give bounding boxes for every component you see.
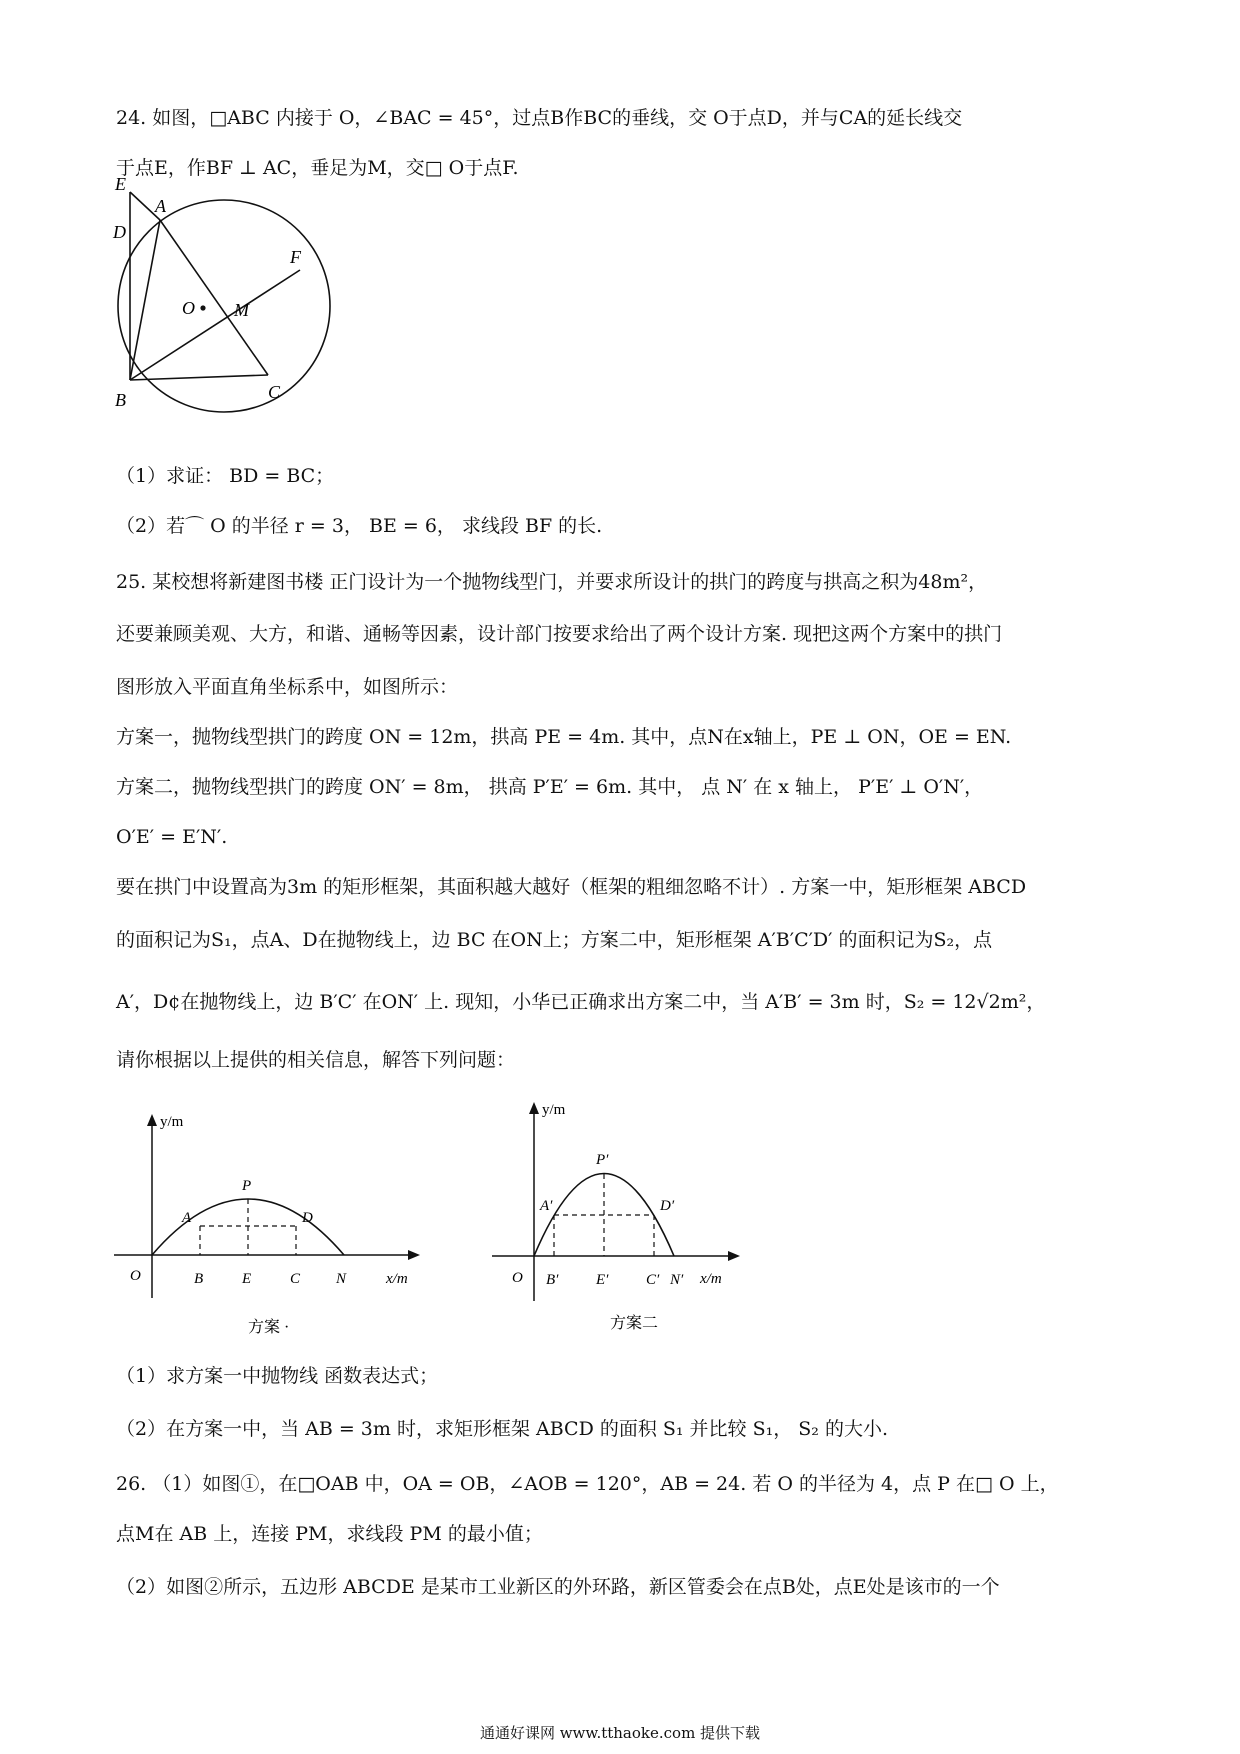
label-a: A (182, 1210, 192, 1226)
y-axis-arrow (147, 1114, 157, 1126)
q25-sub-2: （2）在方案一中，当 AB = 3m 时，求矩形框架 ABCD 的面积 S₁ 并比较 S₁， S₂ 的大小. (116, 1418, 888, 1440)
label-b: B′ (546, 1272, 559, 1288)
circle-o (118, 200, 330, 412)
segment-ab (130, 220, 160, 380)
label-n: N (336, 1271, 347, 1287)
q25-line-8: 的面积记为S₁，点A、D在抛物线上，边 BC 在ON上；方案二中，矩形框架 A′B′C′D′ 的面积记为S₂，点 (116, 929, 993, 951)
caption: 方案二 (610, 1315, 659, 1332)
x-axis-label: x/m (700, 1271, 722, 1287)
q26-line-2: 点M在 AB 上，连接 PM，求线段 PM 的最小值； (116, 1523, 543, 1545)
q25-line-5: 方案二，抛物线型拱门的跨度 ON′ = 8m， 拱高 P′E′ = 6m. 其中， 点 N′ 在 x 轴上， P′E′ ⊥ O′N′， (116, 776, 984, 798)
label-e: E (115, 174, 126, 194)
x-axis-arrow (728, 1251, 740, 1261)
label-c: C (268, 382, 281, 402)
label-c: C (290, 1271, 301, 1287)
q24-circle-figure (110, 174, 360, 438)
label-a: A (155, 196, 166, 216)
segment-ac (160, 220, 268, 375)
q25-line-6: O′E′ = E′N′. (116, 826, 228, 848)
scheme-2-figure (488, 1096, 758, 1336)
caption: 方案 · (248, 1319, 290, 1336)
label-o: O (130, 1268, 141, 1284)
scheme-1-figure (108, 1108, 438, 1338)
q25-line-4: 方案一，抛物线型拱门的跨度 ON = 12m，拱高 PE = 4m. 其中，点N在x轴上，PE ⊥ ON，OE = EN. (116, 726, 1012, 748)
label-n: N′ (670, 1272, 684, 1288)
q24-sub-2: （2）若⌒ O 的半径 r = 3， BE = 6， 求线段 BF 的长. (116, 515, 603, 537)
q24-line-1: 24. 如图，□ABC 内接于 O，∠BAC = 45°，过点B作BC的垂线，交 O于点D，并与CA的延长线交 (116, 107, 963, 129)
segment-bf (130, 270, 300, 380)
label-e: E′ (596, 1272, 609, 1288)
label-d: D′ (660, 1198, 675, 1214)
label-c: C′ (646, 1272, 660, 1288)
q26-line-3: （2）如图②所示，五边形 ABCDE 是某市工业新区的外环路，新区管委会在点B处，点E处是该市的一个 (116, 1576, 1000, 1598)
label-p: P (242, 1178, 252, 1194)
q25-line-3: 图形放入平面直角坐标系中，如图所示： (116, 676, 459, 698)
label-b: B (115, 390, 126, 410)
label-d: D (302, 1210, 313, 1226)
x-axis-arrow (408, 1250, 420, 1260)
x-axis-label: x/m (386, 1271, 408, 1287)
q24-line-2: 于点E，作BF ⊥ AC，垂足为M，交□ O于点F. (116, 157, 519, 179)
label-p: P′ (596, 1152, 609, 1168)
segment-bc (130, 375, 268, 380)
q25-line-10: 请你根据以上提供的相关信息，解答下列问题： (116, 1049, 516, 1071)
q25-line-9: A′，D¢在抛物线上，边 B′C′ 在ON′ 上. 现知，小华已正确求出方案二中，当 A′B′ = 3m 时，S₂ = 12√2m²， (116, 991, 1046, 1013)
label-f: F (290, 247, 301, 267)
q25-line-7: 要在拱门中设置高为3m 的矩形框架，其面积越大越好（框架的粗细忽略不计）. 方案一中，矩形框架 ABCD (116, 876, 1027, 898)
label-e: E (242, 1271, 252, 1287)
label-a: A′ (540, 1198, 553, 1214)
page-footer: 通通好课网 www.tthaoke.com 提供下载 (479, 1724, 761, 1742)
label-o: O (512, 1270, 523, 1286)
label-d: D (113, 222, 126, 242)
label-b: B (194, 1271, 204, 1287)
q24-sub-1: （1）求证： BD = BC； (116, 465, 335, 487)
q25-line-2: 还要兼顾美观、大方，和谐、通畅等因素，设计部门按要求给出了两个设计方案. 现把这两个方案中的拱门 (116, 623, 1003, 645)
label-o: O (182, 298, 195, 318)
center-dot (200, 305, 205, 310)
y-axis-label: y/m (542, 1102, 566, 1118)
y-axis-arrow (529, 1102, 539, 1114)
q26-line-1: 26. （1）如图①，在□OAB 中，OA = OB，∠AOB = 120°，AB = 24. 若 O 的半径为 4，点 P 在□ O 上， (116, 1473, 1059, 1495)
q25-line-1: 25. 某校想将新建图书楼 正门设计为一个抛物线型门，并要求所设计的拱门的跨度与拱高之积为48m²， (116, 571, 988, 593)
q25-sub-1: （1）求方案一中抛物线 函数表达式； (116, 1365, 439, 1387)
label-m: M (234, 300, 249, 320)
y-axis-label: y/m (160, 1114, 184, 1130)
